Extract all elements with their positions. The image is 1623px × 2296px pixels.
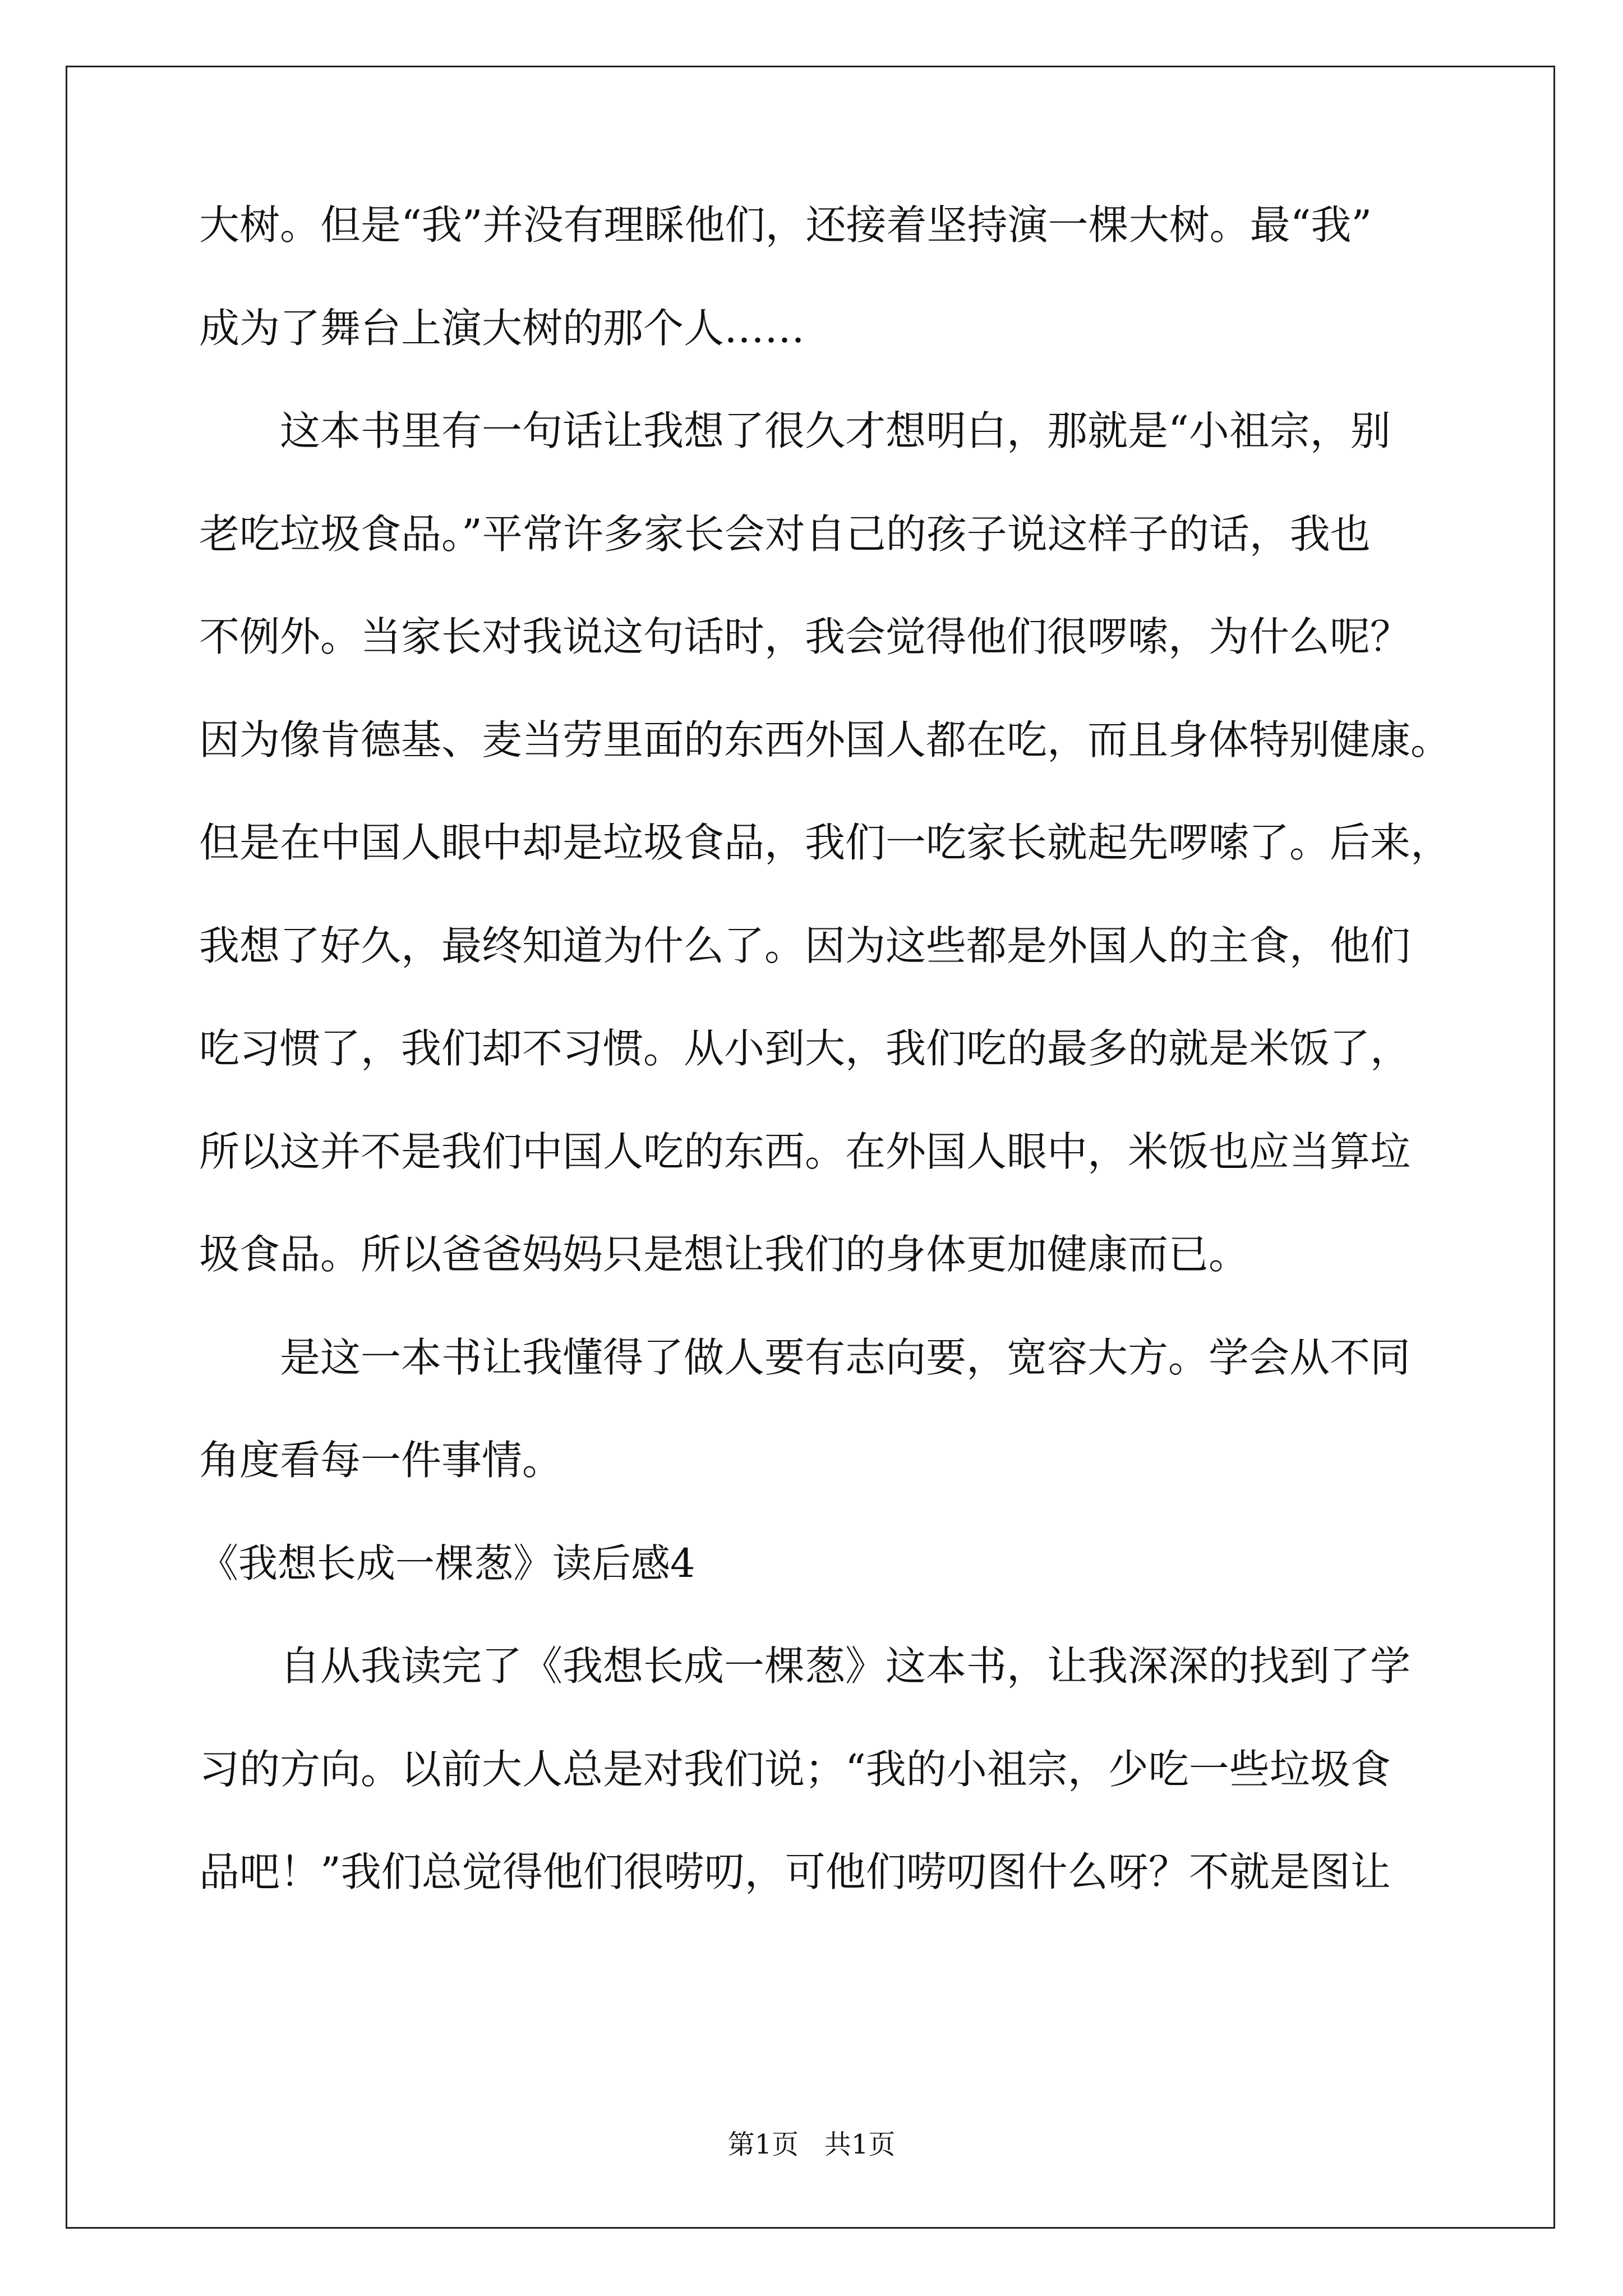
text-line: 角度看每一件事情。 xyxy=(199,1437,563,1484)
text-line: 大树。但是“我”并没有理睬他们，还接着坚持演一棵大树。最“我” xyxy=(199,201,1372,249)
document-body xyxy=(199,201,1451,1955)
text-line: 圾食品。所以爸爸妈妈只是想让我们的身体更加健康而已。 xyxy=(199,1231,1249,1278)
text-line: 不例外。当家长对我说这句话时，我会觉得他们很啰嗦，为什么呢？ xyxy=(199,613,1411,660)
text-line: 因为像肯德基、麦当劳里面的东西外国人都在吃，而且身体特别健康。 xyxy=(199,716,1451,763)
text-line: 品吧！”我们总觉得他们很唠叨，可他们唠叨图什么呀？不就是图让 xyxy=(199,1848,1391,1895)
text-line: 老吃垃圾食品。”平常许多家长会对自己的孩子说这样子的话，我也 xyxy=(199,510,1371,558)
text-line: 习的方向。以前大人总是对我们说；“我的小祖宗，少吃一些垃圾食 xyxy=(199,1745,1391,1793)
text-line: 但是在中国人眼中却是垃圾食品，我们一吃家长就起先啰嗦了。后来， xyxy=(199,819,1451,866)
text-line: 我想了好久，最终知道为什么了。因为这些都是外国人的主食，他们 xyxy=(199,922,1411,969)
section-heading: 《我想长成一棵葱》读后感4 xyxy=(199,1540,695,1586)
text-line: 成为了舞台上演大树的那个人…… xyxy=(199,304,805,352)
text-line: 所以这并不是我们中国人吃的东西。在外国人眼中，米饭也应当算垃 xyxy=(199,1128,1411,1175)
text-line: 吃习惯了，我们却不习惯。从小到大，我们吃的最多的就是米饭了， xyxy=(199,1025,1411,1072)
paragraph-start-line: 这本书里有一句话让我想了很久才想明白，那就是“小祖宗，别 xyxy=(280,407,1391,454)
paragraph-start-line: 自从我读完了《我想长成一棵葱》这本书，让我深深的找到了学 xyxy=(280,1642,1411,1690)
paragraph-start-line: 是这一本书让我懂得了做人要有志向要，宽容大方。学会从不同 xyxy=(280,1333,1411,1381)
page-footer: 第1页 共1页 xyxy=(727,2129,896,2160)
